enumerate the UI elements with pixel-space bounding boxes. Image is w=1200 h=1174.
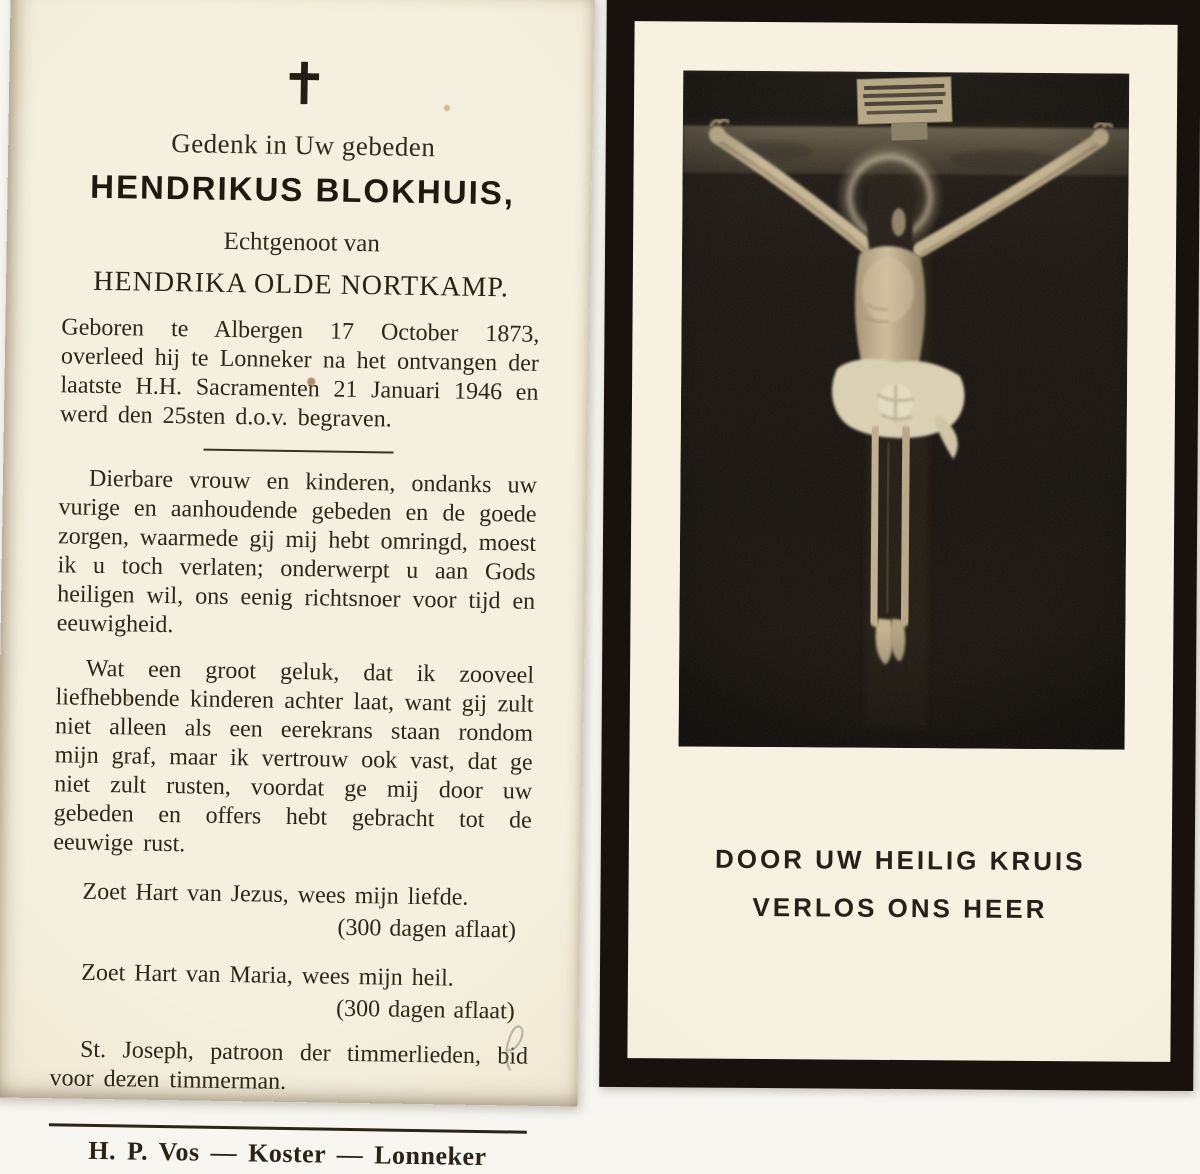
- prayer-line: Zoet Hart van Maria, wees mijn heil.: [81, 959, 454, 992]
- holy-card-inner: [627, 21, 1177, 1062]
- caption-line-2: VERLOS ONS HEER: [752, 891, 1048, 925]
- deceased-name: HENDRIKUS BLOKHUIS,: [89, 167, 516, 212]
- joseph-prayer: St. Joseph, patroon der timmerlieden, bid voor dezen timmerman.: [49, 1036, 529, 1095]
- spouse-name: HENDRIKA OLDE NORTKAMP.: [93, 265, 510, 304]
- remembrance-header: Gedenk in Uw gebeden: [170, 128, 436, 163]
- footer-rule: [49, 1123, 527, 1134]
- prayer-maria: [51, 958, 530, 1027]
- life-summary-paragraph: Geboren te Albergen 17 October 1873, overleed hij te Lonneker na het ontvangen der laatste H.H. Sacramenten 21 Januari 1946 en werd den 25sten d.o.v. begraven.: [59, 314, 540, 433]
- film-grain: [678, 70, 1129, 749]
- indulgence-note: (300 dagen aflaat): [337, 914, 517, 944]
- holy-picture-card: [599, 0, 1200, 1091]
- caption-line-1: DOOR UW HEILIG KRUIS: [714, 843, 1086, 877]
- memorial-text-card: [0, 0, 595, 1172]
- caption: [628, 843, 1172, 926]
- relation-line: Echtgenoot van: [223, 227, 381, 258]
- printer-line: H. P. Vos — Koster — Lonneker: [88, 1135, 487, 1172]
- indulgence-note: (300 dagen aflaat): [335, 995, 515, 1025]
- consolation-paragraph: Wat een groot geluk, dat ik zooveel liefhebbende kinderen achter laat, want gij zult niet alleen als een eerekrans staan rondom mijn graf, maar ik vertrouw ook vast, dat ge niet zult rusten, voordat ge mij door uw gebeden en offers hebt gebracht tot de eeuwige rust.: [53, 655, 535, 858]
- pencil-mark: [496, 1019, 531, 1078]
- prayer-line: Zoet Hart van Jezus, wees mijn liefde.: [82, 878, 469, 911]
- prayer-jesus: [52, 877, 531, 946]
- crucifixion-photo: [678, 70, 1129, 749]
- farewell-paragraph: Dierbare vrouw en kinderen, ondanks uw vurige en aanhoudende gebeden en de goede zorgen, waarmede gij mij hebt omringd, moest ik u toch verlaten; onderwerpt u aan Gods heiligen wil, ons eenig richtsnoer voor tijd en eeuwigheid.: [56, 465, 538, 639]
- section-divider: [203, 449, 393, 454]
- latin-cross-icon: ✝: [279, 49, 330, 119]
